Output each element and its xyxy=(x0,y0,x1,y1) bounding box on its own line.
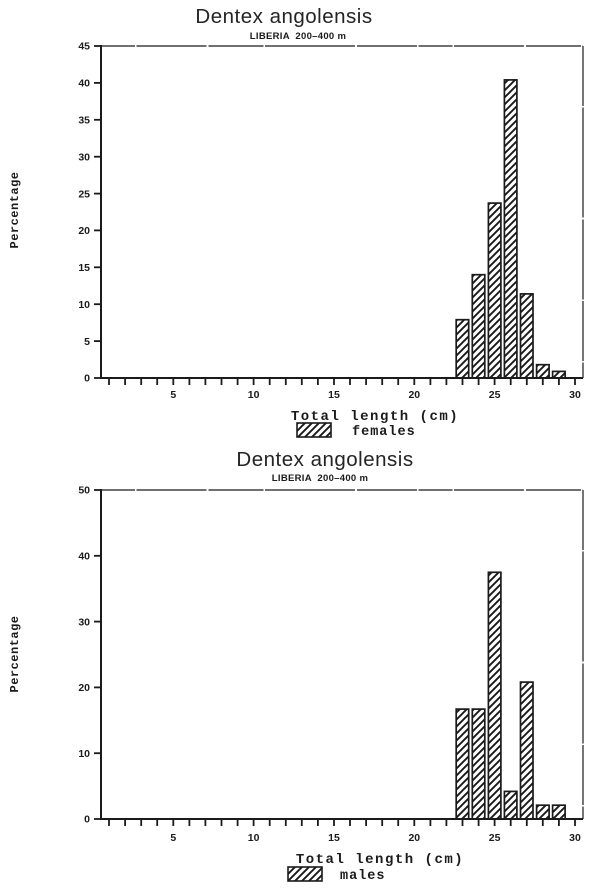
y-tick-label: 5 xyxy=(84,335,90,348)
y-tick-label: 40 xyxy=(78,77,90,90)
y-tick-label: 0 xyxy=(84,813,90,826)
y-tick-label: 45 xyxy=(78,40,90,53)
bar-length-26cm xyxy=(504,80,517,378)
bar-length-23cm xyxy=(456,320,469,378)
bar-length-28cm xyxy=(537,805,550,819)
bar-length-25cm xyxy=(488,572,501,819)
chart1-y-axis-label: Percentage xyxy=(8,171,22,249)
y-tick-label: 50 xyxy=(78,484,90,497)
bar-length-25cm xyxy=(488,203,501,378)
bar-length-29cm xyxy=(553,805,566,819)
chart2-title: Dentex angolensis xyxy=(236,448,414,471)
x-tick-label: 15 xyxy=(328,389,340,401)
y-tick-label: 30 xyxy=(78,616,90,629)
chart2-y-axis-label: Percentage xyxy=(8,615,22,693)
x-tick-label: 5 xyxy=(170,832,177,844)
y-tick-label: 20 xyxy=(78,225,90,238)
chart1-x-axis-label: Total length (cm) xyxy=(290,409,460,425)
chart2-x-axis-label: Total length (cm) xyxy=(295,852,465,868)
y-tick-label: 25 xyxy=(78,188,90,201)
bar-length-26cm xyxy=(504,791,517,819)
y-tick-label: 0 xyxy=(84,372,90,385)
chart2-subtitle: LIBERIA 200–400 m xyxy=(271,473,369,484)
x-tick-label: 30 xyxy=(569,832,581,844)
bar-length-27cm xyxy=(521,682,534,819)
legend-hatch-swatch xyxy=(288,867,322,881)
y-tick-label: 30 xyxy=(78,151,90,164)
bar-length-24cm xyxy=(472,709,485,819)
chart-1-panel xyxy=(78,41,583,437)
chart1-title: Dentex angolensis xyxy=(195,5,373,28)
bar-length-27cm xyxy=(521,294,534,378)
y-tick-label: 40 xyxy=(78,550,90,563)
y-tick-label: 10 xyxy=(78,298,90,311)
chart2-legend-label-males: males xyxy=(340,869,386,884)
x-tick-label: 20 xyxy=(408,389,421,401)
chart-2-panel xyxy=(78,485,583,881)
x-tick-label: 25 xyxy=(488,832,501,844)
y-tick-label: 10 xyxy=(78,747,90,760)
bar-length-23cm xyxy=(456,709,469,819)
bar-length-28cm xyxy=(537,365,550,378)
legend-hatch-swatch xyxy=(297,423,331,437)
x-tick-label: 10 xyxy=(247,832,260,844)
x-tick-label: 5 xyxy=(170,389,177,401)
chart1-legend-label-females: females xyxy=(352,425,416,440)
chart1-subtitle: LIBERIA 200–400 m xyxy=(249,31,347,42)
bar-length-24cm xyxy=(472,275,485,378)
x-tick-label: 30 xyxy=(569,389,581,401)
x-tick-label: 20 xyxy=(408,832,421,844)
y-tick-label: 15 xyxy=(78,262,90,274)
x-tick-label: 10 xyxy=(247,389,260,401)
y-tick-label: 20 xyxy=(78,682,90,695)
y-tick-label: 35 xyxy=(78,114,90,127)
x-tick-label: 25 xyxy=(488,389,501,401)
x-tick-label: 15 xyxy=(328,832,340,844)
